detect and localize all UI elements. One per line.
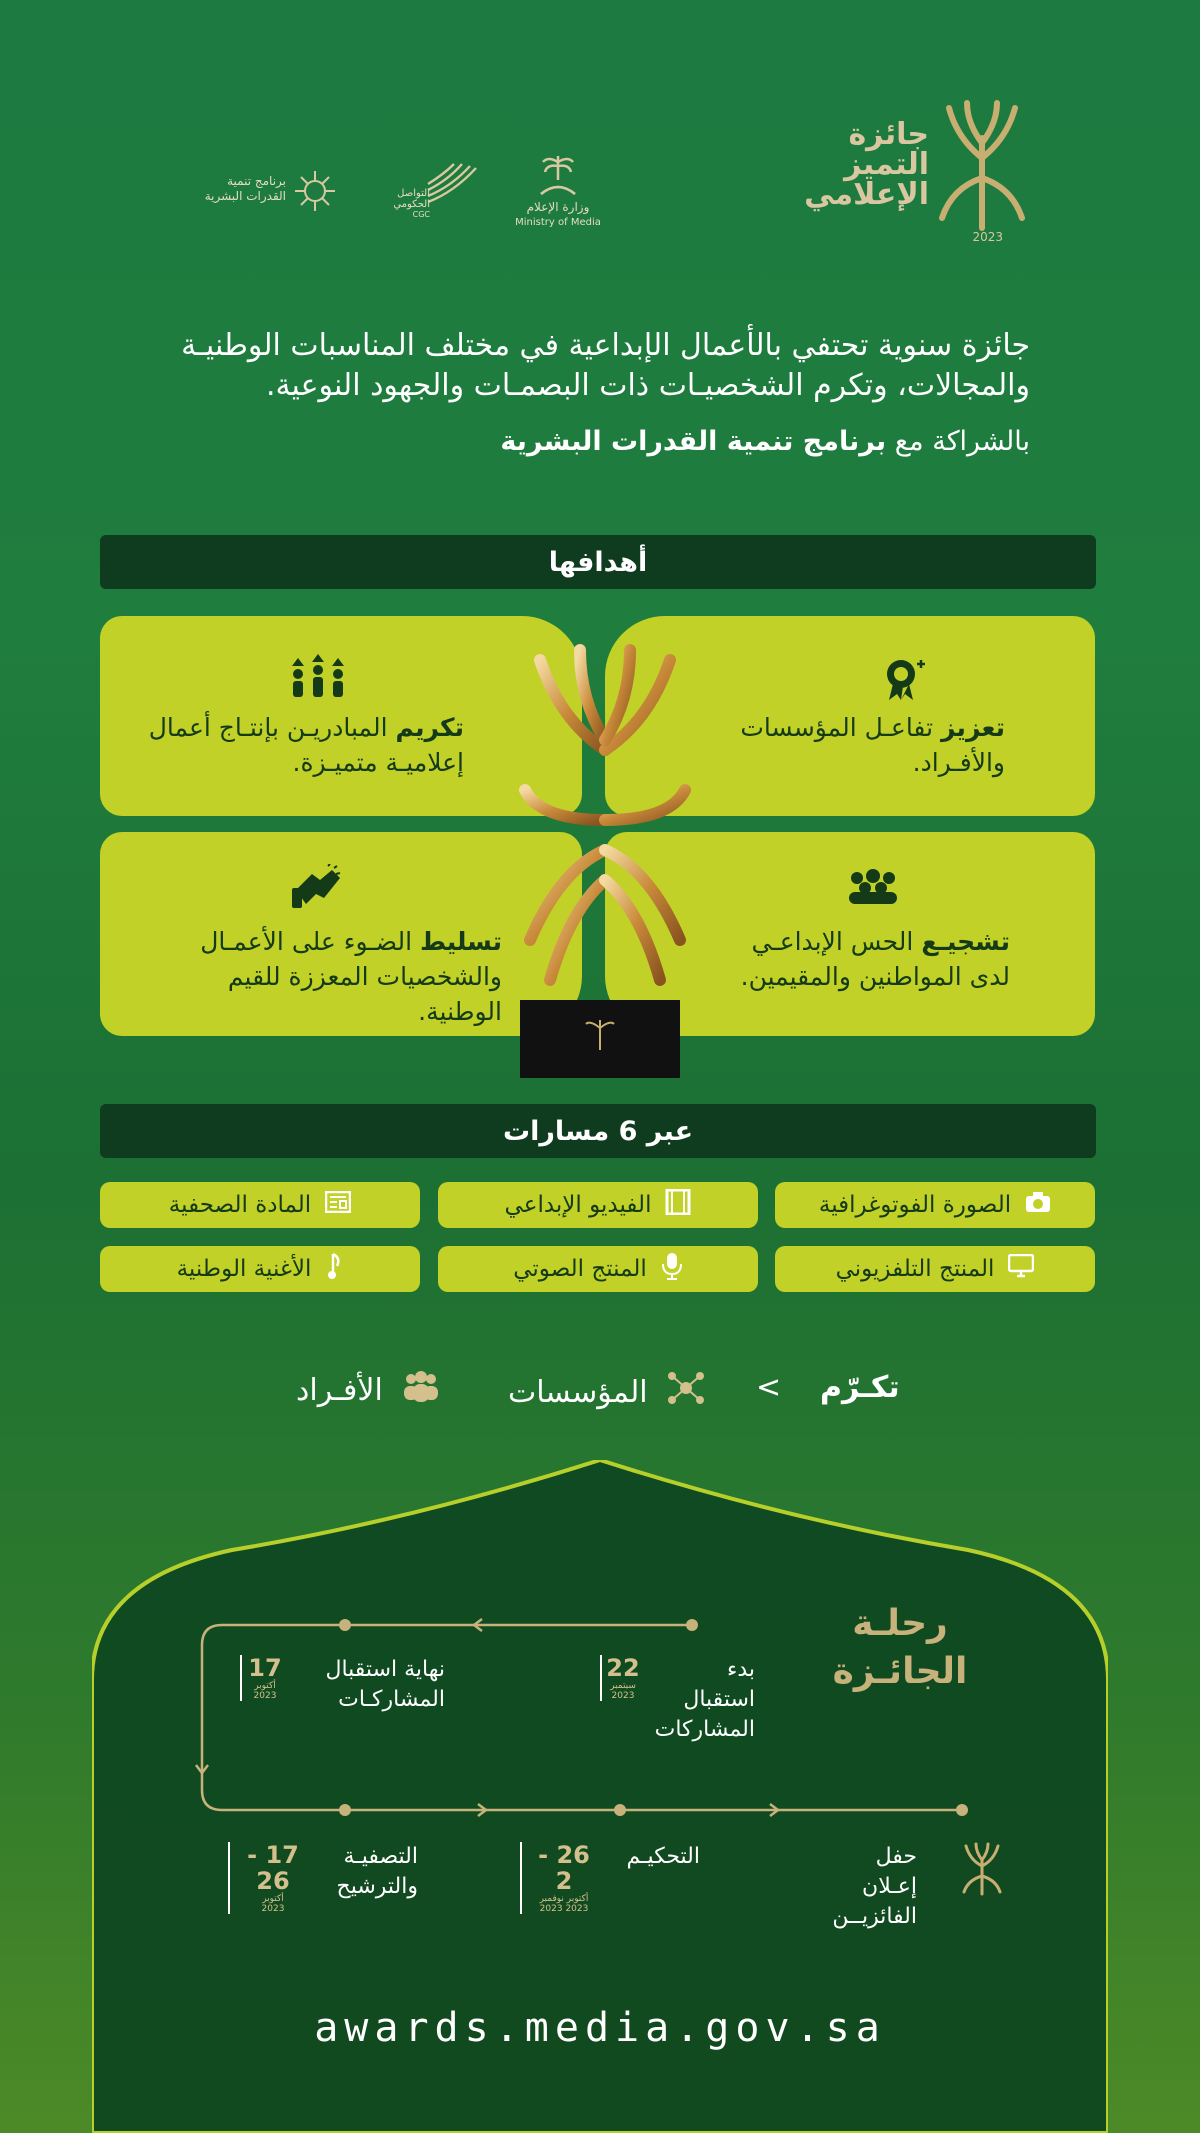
- cgc-ar2: الحكومي: [393, 199, 430, 210]
- step-end-label: نهاية استقبال المشاركـات: [325, 1657, 445, 1712]
- journey-timeline: [190, 1615, 990, 1830]
- timeline-dot: [686, 1619, 698, 1631]
- timeline-dot: [339, 1619, 351, 1631]
- journey-title-line1: رحلـة: [852, 1603, 948, 1644]
- newspaper-icon: [325, 1191, 351, 1219]
- goal-highlight-text: [142, 924, 502, 1029]
- tv-icon: [1008, 1254, 1034, 1284]
- ministry-of-media-logo: [508, 150, 608, 240]
- cgc-ar1: التواصل: [397, 188, 430, 199]
- hcdp-logo: [178, 168, 338, 218]
- step-ceremony-label: حفل إعـلان الفائزيــن: [832, 1844, 917, 1929]
- step-end-month: أكتوبر: [254, 1681, 276, 1691]
- website-url[interactable]: awards.media.gov.sa: [314, 2005, 886, 2051]
- award-logo: [804, 98, 1027, 248]
- step-end-year: 2023: [253, 1691, 277, 1701]
- trophy-image: [510, 640, 700, 1080]
- track-song: [100, 1246, 420, 1292]
- timeline-dot: [956, 1804, 968, 1816]
- timeline-dot: [339, 1804, 351, 1816]
- honors-individuals-text: الأفـراد: [296, 1372, 383, 1408]
- track-video: [438, 1182, 758, 1228]
- network-icon: [666, 1370, 706, 1414]
- goal-highlight-rest: الضـوء على الأعمـال والشخصيات المعززة للقيم الوطنية.: [200, 927, 502, 1026]
- cgc-wave-icon: [424, 162, 480, 208]
- step-start-month: سبتمبر: [610, 1681, 636, 1691]
- step-filter-label: التصفيـة والترشيح: [336, 1844, 418, 1899]
- track-press: [100, 1182, 420, 1228]
- step-start-day: 22: [606, 1654, 640, 1682]
- honors-arrow: [756, 1370, 781, 1405]
- step-start-date: [600, 1655, 640, 1701]
- goal-honor-text: [144, 710, 464, 780]
- cgc-en: CGC: [412, 210, 430, 219]
- track-photography: [775, 1182, 1095, 1228]
- cgc-logo: [374, 160, 484, 235]
- people-up-icon: [290, 654, 346, 698]
- award-tree-icon: [937, 98, 1027, 238]
- step-filter-day: 17 - 26: [247, 1841, 299, 1895]
- step-filter-year: 2023: [261, 1904, 285, 1914]
- ceremony-award-icon: [960, 1842, 1004, 1902]
- track-photography-label: الصورة الفوتوغرافية: [818, 1192, 1012, 1218]
- step-start-label: بدء استقبال المشاركات: [654, 1657, 755, 1742]
- award-logo-line1: جائزة: [848, 117, 929, 152]
- step-judge-day: 26 - 2: [538, 1841, 590, 1895]
- honors-arrow-text: >: [756, 1370, 782, 1405]
- handshake-icon: [290, 864, 346, 908]
- partner-name: برنامج تنمية القدرات البشرية: [500, 426, 887, 457]
- timeline-dot: [614, 1804, 626, 1816]
- honors-institutions-text: المؤسسات: [508, 1374, 648, 1410]
- goal-enhance-text: [705, 710, 1005, 780]
- track-tv-label: المنتج التلفزيوني: [835, 1256, 995, 1282]
- honors-label-text: تكـرّم: [820, 1370, 900, 1405]
- track-audio: [438, 1246, 758, 1292]
- track-audio-label: المنتج الصوتي: [513, 1256, 647, 1282]
- intro-text: جائزة سنوية تحتفي بالأعمال الإبداعية في مختلف المناسبات الوطنيـة والمجالات، وتكرم الشخصيـات ذات البصمـات والجهود النوعية.: [181, 328, 1030, 403]
- camera-icon: [1025, 1191, 1051, 1219]
- step-judge-year: 2023 2023: [539, 1904, 589, 1914]
- step-judge-label: التحكيـم: [626, 1844, 700, 1869]
- hcdp-line1: برنامج تنمية: [227, 174, 286, 188]
- tracks-heading: عبر 6 مسارات: [100, 1104, 1096, 1158]
- goal-encourage-text: [710, 924, 1010, 994]
- step-end-day: 17: [248, 1654, 282, 1682]
- award-badge-icon: [875, 654, 931, 698]
- palm-swords-icon: [533, 150, 583, 200]
- goal-honor-bold: تكريم: [395, 713, 464, 742]
- track-song-label: الأغنية الوطنية: [176, 1256, 312, 1282]
- partner-prefix: بالشراكة مع: [894, 426, 1030, 457]
- step-filter-month: أكتوبر: [262, 1894, 284, 1904]
- film-icon: [665, 1189, 691, 1221]
- crowd-icon: [845, 866, 901, 910]
- award-logo-year: 2023: [972, 230, 1003, 244]
- hcdp-star-icon: [292, 168, 338, 214]
- microphone-icon: [661, 1252, 683, 1286]
- step-start-year: 2023: [611, 1691, 635, 1701]
- ministry-of-media-ar: وزارة الإعلام: [526, 200, 590, 214]
- goal-honor-rest: المبادريـن بإنتـاج أعمال إعلاميـة متميـزة.: [148, 713, 464, 777]
- goals-heading: أهدافها: [100, 535, 1096, 589]
- step-judge-date: [520, 1842, 602, 1914]
- award-logo-line2: التميز: [844, 147, 929, 182]
- step-end-date: [240, 1655, 284, 1701]
- group-icon: [401, 1370, 441, 1410]
- partner-line: [150, 426, 1030, 457]
- music-note-icon: [325, 1252, 343, 1286]
- honors-institutions: [508, 1370, 706, 1414]
- step-filter-date: [228, 1842, 312, 1914]
- goal-encourage-bold: تشجيـع: [921, 927, 1010, 956]
- track-tv: [775, 1246, 1095, 1292]
- step-judge-month: أكتوبر نوفمبر: [539, 1894, 589, 1904]
- journey-title-line2: الجائـزة: [832, 1651, 968, 1692]
- goal-enhance-rest: تفاعـل المؤسسات والأفـراد.: [740, 713, 1005, 777]
- honors-individuals: [296, 1370, 441, 1410]
- honors-label: [820, 1370, 900, 1405]
- track-press-label: المادة الصحفية: [168, 1192, 312, 1218]
- hcdp-line2: القدرات البشرية: [204, 189, 286, 203]
- goal-highlight-bold: تسليط: [419, 927, 502, 956]
- ministry-of-media-en: Ministry of Media: [515, 217, 601, 228]
- goal-enhance-bold: تعزيز: [941, 713, 1005, 742]
- goal-encourage-rest: الحس الإبداعـي لدى المواطنين والمقيمين.: [740, 927, 1010, 991]
- award-logo-line3: الإعلامي: [804, 177, 929, 212]
- track-video-label: الفيديو الإبداعي: [504, 1192, 652, 1218]
